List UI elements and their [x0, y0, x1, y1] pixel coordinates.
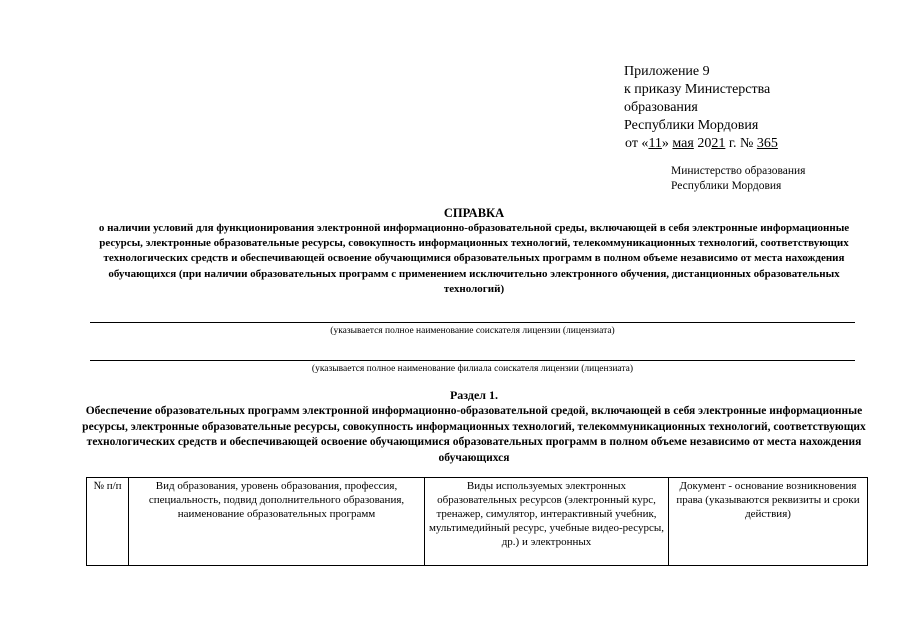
header-resources: Виды используемых электронных образовательных ресурсов (электронный курс, тренажер, симулятор, интерактивный учебник, мультимедийный ресурс, учебные видео-ресурсы, др.) и электронных	[425, 478, 669, 566]
date-month: мая	[672, 136, 694, 151]
date-mid-3: г. №	[725, 136, 757, 151]
appendix-line-1: Приложение 9	[624, 64, 710, 79]
table-header-row	[87, 478, 868, 566]
appendix-line-2: к приказу Министерства	[624, 82, 771, 97]
branch-name-line[interactable]	[90, 360, 855, 361]
certificate-title: СПРАВКА	[443, 206, 505, 220]
date-day: 11	[648, 136, 662, 151]
header-program: Вид образования, уровень образования, профессия, специальность, подвид дополнительного образования, наименование образовательных программ	[129, 478, 425, 566]
order-number: 365	[756, 136, 778, 151]
applicant-name-caption: (указывается полное наименование соискателя лицензии (лицензиата)	[330, 326, 615, 336]
appendix-date-line	[625, 135, 778, 153]
appendix-line-3: образования	[624, 100, 698, 115]
appendix-header	[624, 63, 778, 153]
date-year-suffix: 21	[711, 136, 726, 151]
applicant-name-line[interactable]	[90, 322, 855, 323]
header-document: Документ - основание возникновения права (указываются реквизиты и сроки действия)	[669, 478, 868, 566]
section-title: Раздел 1.	[449, 388, 499, 402]
recipient-block	[671, 164, 805, 194]
recipient-line-2: Республики Мордовия	[671, 180, 782, 192]
date-mid-1: »	[661, 136, 673, 151]
date-prefix: от «	[625, 136, 649, 151]
appendix-line-4: Республики Мордовия	[624, 118, 759, 133]
recipient-line-1: Министерство образования	[671, 165, 806, 177]
resources-table	[86, 477, 868, 566]
date-mid-2: 20	[693, 136, 712, 151]
section-description: Обеспечение образовательных программ электронной информационно-образовательной средой, включающей в себя электронные информационные ресурсы, электронные образовательные ресурсы, совокупность информационных технологий, телекоммуникационных технологий, соответствующих технологических средств и обеспечивающей освоение обучающимися образовательных программ в полном объеме независимо от места нахождения обучающихся	[82, 405, 866, 464]
certificate-description: о наличии условий для функционирования электронной информационно-образовательной среды, включающей в себя электронные информационные ресурсы, электронные образовательные ресурсы, совокупность информационных технологий, телекоммуникационных технологий, соответствующих технологических средств и обеспечивающей освоение обучающимися образовательных программ в полном объеме независимо от места нахождения обучающихся (при наличии образовательных программ с применением исключительно электронного обучения, дистанционных образовательных технологий)	[98, 222, 850, 295]
header-number: № п/п	[87, 478, 129, 566]
branch-name-caption: (указывается полное наименование филиала соискателя лицензии (лицензиата)	[311, 364, 634, 374]
